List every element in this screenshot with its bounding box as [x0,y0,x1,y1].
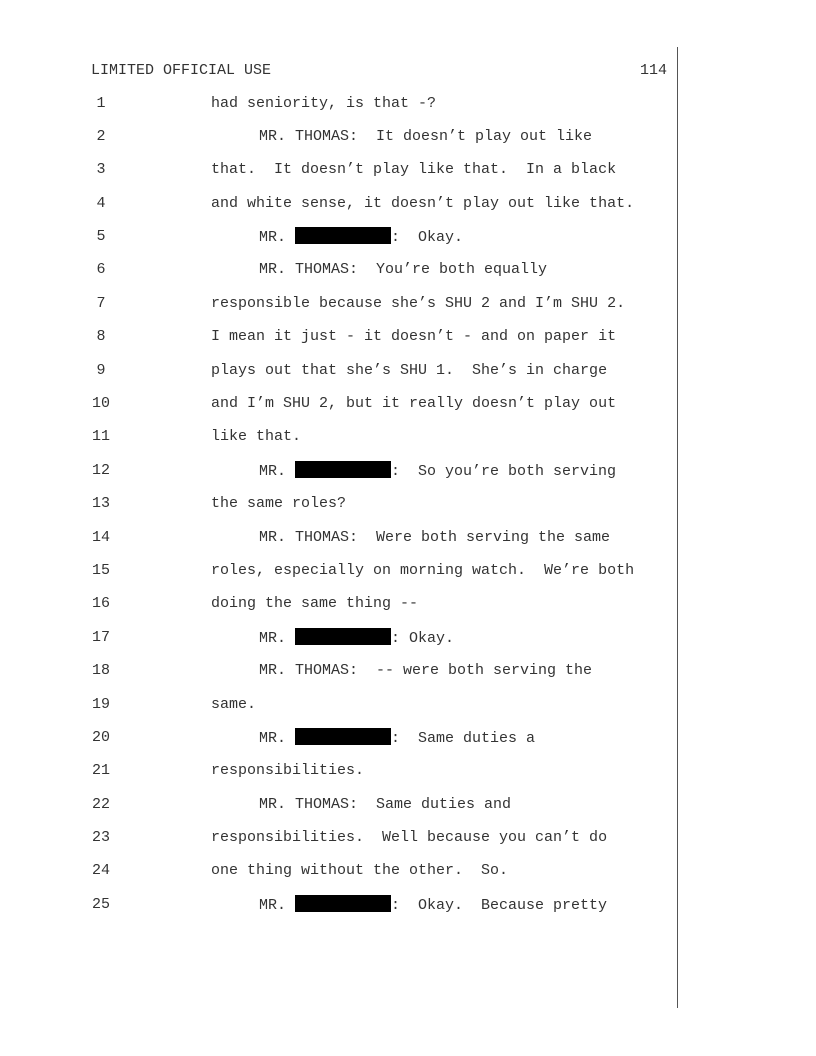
line-text: responsible because she’s SHU 2 and I’m SHU 2. [211,294,626,312]
page-number: 114 [639,62,667,79]
line-number: 22 [91,795,110,813]
transcript-line [0,728,816,761]
speaker-prefix: MR. [259,462,296,480]
line-text: MR. THOMAS: -- were both serving the [259,662,593,680]
speaker-prefix: MR. [259,729,296,747]
speaker-prefix: MR. [259,229,296,247]
line-text: plays out that she’s SHU 1. She’s in charge [211,361,608,379]
line-number: 12 [91,461,110,479]
transcript-line [0,327,816,360]
line-number: 8 [96,328,106,346]
line-number: 4 [96,194,106,212]
line-text: MR. THOMAS: You’re both equally [259,261,548,279]
line-text: responsibilities. Well because you can’t do [211,829,608,847]
line-text: responsibilities. [211,762,365,780]
redaction-block [295,895,391,912]
transcript-body [0,94,816,929]
transcript-line [0,361,816,394]
transcript-line [0,661,816,694]
transcript-line [0,861,816,894]
redaction-block [295,628,391,645]
redaction-block [295,461,391,478]
line-text: the same roles? [211,495,347,513]
line-text: and white sense, it doesn’t play out like that. [211,194,635,212]
transcript-line [0,895,816,928]
line-text [259,461,616,482]
speaker-text: : Okay. Because pretty [391,896,608,914]
line-number: 9 [96,361,106,379]
speaker-prefix: MR. [259,629,296,647]
line-text: roles, especially on morning watch. We’re both [211,561,635,579]
transcript-line [0,127,816,160]
transcript-line [0,427,816,460]
line-number: 6 [96,261,106,279]
line-text [259,628,454,649]
line-text: MR. THOMAS: Same duties and [259,795,512,813]
line-number: 18 [91,662,110,680]
line-text: and I’m SHU 2, but it really doesn’t play out [211,395,617,413]
line-number: 24 [91,862,110,880]
line-text: one thing without the other. So. [211,862,509,880]
line-text: I mean it just - it doesn’t - and on paper it [211,328,617,346]
line-text [259,895,607,916]
line-text [259,227,463,248]
transcript-line [0,461,816,494]
line-text: MR. THOMAS: It doesn’t play out like [259,127,593,145]
redaction-block [295,227,391,244]
transcript-line [0,561,816,594]
transcript-line [0,761,816,794]
transcript-line [0,394,816,427]
transcript-line [0,94,816,127]
speaker-text: : Okay. [391,629,455,647]
line-number: 13 [91,495,110,513]
line-text: same. [211,695,257,713]
line-text: MR. THOMAS: Were both serving the same [259,528,611,546]
line-number: 16 [91,595,110,613]
classification-marking: LIMITED OFFICIAL USE [91,62,272,79]
transcript-line [0,227,816,260]
line-number: 5 [96,228,106,246]
line-number: 14 [91,528,110,546]
speaker-text: : Okay. [391,229,464,247]
line-number: 10 [91,395,110,413]
line-number: 1 [96,94,106,112]
transcript-line [0,260,816,293]
transcript-line [0,528,816,561]
line-number: 17 [91,628,110,646]
transcript-line [0,594,816,627]
line-text: had seniority, is that -? [211,94,437,112]
transcript-line [0,160,816,193]
transcript-line [0,695,816,728]
line-text: that. It doesn’t play like that. In a black [211,161,617,179]
line-number: 11 [91,428,110,446]
line-number: 2 [96,127,106,145]
speaker-text: : Same duties a [391,729,536,747]
line-number: 23 [91,829,110,847]
line-text: like that. [211,428,302,446]
line-number: 21 [91,762,110,780]
transcript-line [0,628,816,661]
transcript-line [0,828,816,861]
speaker-prefix: MR. [259,896,296,914]
line-number: 25 [91,895,110,913]
line-number: 20 [91,728,110,746]
line-number: 15 [91,561,110,579]
speaker-text: : So you’re both serving [391,462,617,480]
line-number: 7 [96,294,106,312]
transcript-line [0,294,816,327]
redaction-block [295,728,391,745]
line-text [259,728,535,749]
transcript-line [0,194,816,227]
line-number: 19 [91,695,110,713]
transcript-line [0,795,816,828]
line-text: doing the same thing -- [211,595,419,613]
line-number: 3 [96,161,106,179]
transcript-line [0,494,816,527]
